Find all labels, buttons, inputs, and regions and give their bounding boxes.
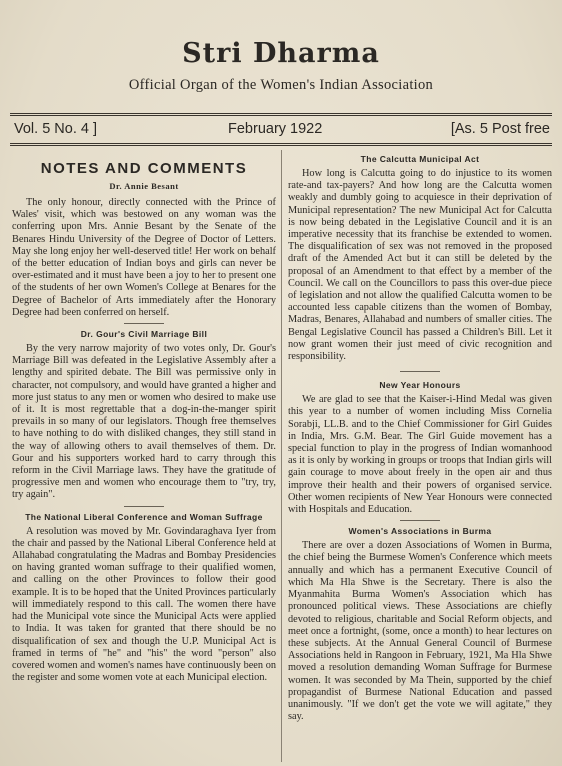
masthead-rule-top bbox=[10, 113, 552, 116]
article-body-calcutta-act: How long is Calcutta going to do injustice to its women rate-and tax-payers? And how long are the Calcutta women weakly and dumbly going to acquiesce in their deprivation of Municipal representation? The new Municipal Act for Calcutta is now being debated in the Legislative Council and it is an imperative necessity that its franchise be extended to women. The disqualification of sex was not removed in the proposed draft of the Amended Act but it can still be deleted by the proposal of an Amendment to that effect by a member of the Council. We call on the Councillors to pass this over-due piece of legislation and not allow the qualified Calcutta women to be accounted less capable citizens than the women of Bombay, Madras, Benares, Allahabad and numbers of smaller cities. The Bengal Legislative Council has passed a Children's Bill. Let it now grant women their just meed of civic recognition and responsibility. bbox=[288, 168, 552, 363]
left-column bbox=[12, 152, 276, 764]
article-body-marriage-bill: By the very narrow majority of two votes only, Dr. Gour's Marriage Bill was defeated in the Legislative Assembly after a lengthy and spirited debate. The Bill was permissive only in character, not compulsory, and would have granted a higher and more just status to any men or women who desired to make use of it. It is most regrettable that a dog-in-the-manger spirit prevails in so many of our legislators. Though free themselves to have nothing to do with disliked changes, they still stand in the way of allowing others to avail themselves of them. Dr. Gour and his supporters worked hard to carry through this reform in the Civil Marriage laws. They have the gratitude of progressive men and women who encourage them to "try, try, try again". bbox=[12, 343, 276, 501]
issue-volume: Vol. 5 No. 4 ] bbox=[14, 121, 98, 137]
issue-bar bbox=[14, 119, 550, 139]
column-divider bbox=[281, 150, 282, 762]
article-divider bbox=[400, 520, 440, 521]
right-column bbox=[288, 152, 552, 764]
issue-date: February 1922 bbox=[228, 121, 323, 137]
article-body-new-year-honours: We are glad to see that the Kaiser-i-Hind Medal was given this year to a number of women including Miss Cornelia Sorabji, LL.B. and to the Chief Commissioner for Girl Guides in India, Mrs. G.M. Bear. The Girl Guide movement has a special function to play in the progress of Indian womanhood as it is only by working in groups or troops that Indian girls will gain courage to move about freely in the open air and thus improve their health and their powers of organised service. Other women recipients of New Year Honours were connected with Hospitals and Education. bbox=[288, 394, 552, 516]
byline: Dr. Annie Besant bbox=[109, 181, 179, 191]
article-heading-marriage-bill: Dr. Gour's Civil Marriage Bill bbox=[80, 329, 208, 340]
article-heading-liberal-conference: The National Liberal Conference and Woman Suffrage bbox=[25, 511, 263, 522]
article-divider bbox=[400, 371, 440, 372]
article-body-burma-associations: There are over a dozen Associations of Women in Burma, the chief being the Burmese Women's Conference which meets annually and which has a permanent Executive Council of which Ma Hla Shwe is the Secretary. There is also the Myanmahita Burma Women's Association which has pronounced political views. These Associations are chiefly devoted to religious, charitable and Social Reform objects, and meet once a fortnight, (some, once a month) to hear lectures on these subjects. At the Annual General Council of Burmese Associations held in Rangoon in February, 1921, Ma Hla Shwe moved a resolution demanding Woman Suffrage for Burmese women. It was seconded by Ma Thein, supported by the chief propagandist of Burmese National Education and passed unanimously. "If we don't get the vote we will agitate," they say. bbox=[288, 540, 552, 723]
article-divider bbox=[124, 506, 164, 507]
masthead bbox=[0, 38, 562, 94]
article-heading-burma-associations: Women's Associations in Burma bbox=[348, 526, 492, 537]
article-heading-new-year-honours: New Year Honours bbox=[379, 380, 461, 391]
article-heading-calcutta-act: The Calcutta Municipal Act bbox=[360, 154, 480, 164]
section-heading: NOTES AND COMMENTS bbox=[40, 160, 248, 177]
article-body-liberal-conference: A resolution was moved by Mr. Govindaraghava Iyer from the chair and passed by the National Liberal Conference held at Allahabad congratulating the Madras and Bombay Presidencies on having granted woman suffrage to their qualified women, and calling on the other Provinces to follow their good example. It is to be hoped that the United Provinces particularly will immediately respond to this call. The women there have had the Municipal vote since the Municipal Acts were applied to India. It was taken for granted that there should be no disqualification of sex and though the U.P. Municipal Act is framed in terms of "he" and "his" the word "person" also covered women and women's names have continuously been on the register and some women vote at each Municipal election. bbox=[12, 525, 276, 684]
publication-subtitle: Official Organ of the Women's Indian Association bbox=[128, 77, 434, 93]
issue-price: [As. 5 Post free bbox=[450, 121, 550, 137]
masthead-rule-bottom bbox=[10, 143, 552, 146]
intro-paragraph: The only honour, directly connected with the Prince of Wales' visit, which was bestowed on any woman was the conferring upon Mrs. Annie Besant by the Senate of the Benares Hindu University of the Degree of Doctor of Letters. May she long enjoy her well-deserved title! Her work on behalf of the better education of Indian boys and girls can never be over-estimated and it must have been a joy to her to present one of the students of her own Women's College at Benares for the Degree of Bachelor of Arts immediately after the Honorary Degree had been conferred on herself. bbox=[12, 197, 276, 318]
article-divider bbox=[124, 323, 164, 324]
publication-title: Stri Dharma bbox=[182, 38, 380, 69]
